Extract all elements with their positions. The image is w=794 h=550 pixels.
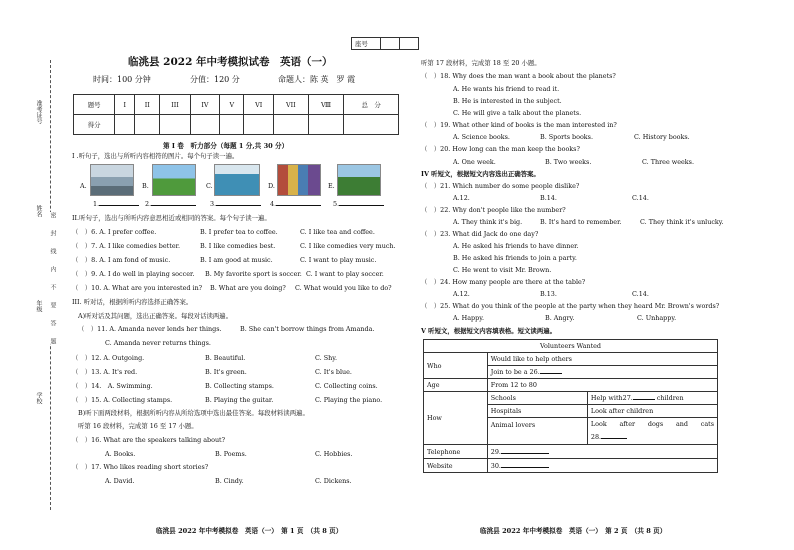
question-item: （ ）7. A. I like comedies better. xyxy=(72,242,180,250)
option-c: C. Amanda never returns things. xyxy=(105,339,211,347)
option-a: A. He asked his friends to have dinner. xyxy=(453,242,579,250)
option-b: B. Collecting stamps. xyxy=(205,382,274,390)
option-b: B. I am good at music. xyxy=(200,256,273,264)
page2-footer: 临洮县 2022 年中考模拟卷 英语（一） 第 2 页 （共 8 页） xyxy=(480,527,667,535)
who-value-1: Would like to help others xyxy=(487,353,717,366)
option-a: A.12. xyxy=(453,290,470,298)
section3a-title: A)听对话及其问题，选出正确答案。每段对话读两遍。 xyxy=(78,312,233,320)
option-b: B. My favorite sport is soccer. xyxy=(205,270,302,278)
question-item: （ ）6. A. I prefer coffee. xyxy=(72,228,157,236)
option-c: C. What would you like to do? xyxy=(295,284,392,292)
question-17: （ ）17. Who likes reading short stories? xyxy=(72,463,209,471)
option-b: B. What are you doing? xyxy=(210,284,286,292)
option-c: C. Shy. xyxy=(315,354,338,362)
option-c: C. Dickens. xyxy=(315,477,352,485)
score-cell[interactable] xyxy=(190,115,220,135)
question-18: （ ）18. Why does the man want a book about the planets? xyxy=(421,72,616,80)
question-19: （ ）19. What other kind of books is the man interested in? xyxy=(421,121,617,129)
option-c: C.14. xyxy=(632,194,649,202)
option-b: B. I prefer tea to coffee. xyxy=(200,228,278,236)
section1-title: I .听句子，选出与所听内容相符的图片。每个句子读一遍。 xyxy=(72,152,239,160)
score-table-header: 总 分 xyxy=(344,95,399,115)
question-23: （ ）23. What did Jack do one day? xyxy=(421,230,539,238)
time-info: 时间：100 分钟 xyxy=(93,75,151,84)
pic-label: E. xyxy=(328,182,335,190)
question-11: （ ）11. A. Amanda never lends her things. xyxy=(78,325,222,333)
option-b: B.14. xyxy=(540,194,557,202)
option-b: B. She can't borrow things from Amanda. xyxy=(240,325,375,333)
score-table-header: IV xyxy=(190,95,220,115)
option-b: B. I like comedies best. xyxy=(200,242,276,250)
score-table xyxy=(73,94,399,135)
score-cell[interactable] xyxy=(115,115,135,135)
question-20: （ ）20. How long can the man keep the books? xyxy=(421,145,580,153)
picture-a-image xyxy=(90,164,134,196)
name-label: 姓名 xyxy=(35,205,42,217)
question-item: （ ）10. A. What are you interested in? xyxy=(72,284,203,292)
how-animal-lovers: Animal lovers xyxy=(487,418,587,445)
score-row-label: 得分 xyxy=(74,115,115,135)
page2-intro: 听第 17 段材料，完成第 18 至 20 小题。 xyxy=(421,59,541,67)
option-c: C.14. xyxy=(632,290,649,298)
question-item: （ ）15. A. Collecting stamps. xyxy=(72,396,173,404)
row-label-who: Who xyxy=(424,353,488,379)
row-label-how: How xyxy=(424,392,488,445)
option-c: C. Playing the piano. xyxy=(315,396,383,404)
blank-30[interactable]: 30. xyxy=(487,459,717,473)
score-cell[interactable] xyxy=(135,115,160,135)
animal-lovers-value: Look after dogs and cats 28. xyxy=(587,418,717,445)
score-cell[interactable] xyxy=(273,115,308,135)
score-cell[interactable] xyxy=(344,115,399,135)
answer-blank[interactable]: 3. xyxy=(210,201,261,207)
question-25: （ ）25. What do you think of the people at the party when they heard Mr. Brown's words? xyxy=(421,302,720,310)
option-a: A.12. xyxy=(453,194,470,202)
picture-b-image xyxy=(152,164,196,196)
class-label: 年级 xyxy=(35,300,42,312)
score-table-header: V xyxy=(220,95,244,115)
how-schools: Schools xyxy=(487,392,587,405)
option-c: C. I like comedies very much. xyxy=(300,242,396,250)
option-c: C. They think it's unlucky. xyxy=(640,218,724,226)
option-c: C. I like tea and coffee. xyxy=(300,228,375,236)
option-c: C. Collecting coins. xyxy=(315,382,378,390)
question-16: （ ）16. What are the speakers talking about? xyxy=(72,436,226,444)
seal-line-text: 密 封 线 内 不 要 答 题 xyxy=(49,212,56,344)
how-hospitals: Hospitals xyxy=(487,405,587,418)
score-cell[interactable] xyxy=(308,115,344,135)
option-c: C. I want to play music. xyxy=(300,256,377,264)
hospitals-value: Look after children xyxy=(587,405,717,418)
option-a: A. David. xyxy=(105,477,135,485)
option-c: C. It's blue. xyxy=(315,368,352,376)
question-item: （ ）14. A. Swimming. xyxy=(72,382,153,390)
pic-label: D. xyxy=(268,182,275,190)
option-c: C. He will give a talk about the planets. xyxy=(453,109,582,117)
part1-title: 第 Ⅰ 卷 听力部分（每题 1 分,共 30 分） xyxy=(163,142,289,150)
table-heading: Volunteers Wanted xyxy=(424,340,718,353)
picture-e-image xyxy=(337,164,381,196)
option-a: A. Happy. xyxy=(453,314,485,322)
option-c: C. Three weeks. xyxy=(642,158,694,166)
option-a: A. He wants his friend to read it. xyxy=(453,85,560,93)
pic-label: C. xyxy=(206,182,213,190)
option-c: C. History books. xyxy=(634,133,690,141)
row-label-website: Website xyxy=(424,459,488,473)
seat-number-box xyxy=(351,37,419,50)
option-b: B. He is interested in the subject. xyxy=(453,97,562,105)
option-b: B.13. xyxy=(540,290,557,298)
blank-29[interactable]: 29. xyxy=(487,445,717,459)
option-c: C. Hobbies. xyxy=(315,450,353,458)
score-table-header: II xyxy=(135,95,160,115)
pic-label: B. xyxy=(142,182,149,190)
exam-number-label: 准考证号 xyxy=(35,100,42,124)
score-table-header: VI xyxy=(244,95,274,115)
option-b: B. It's hard to remember. xyxy=(540,218,622,226)
option-c: C. He went to visit Mr. Brown. xyxy=(453,266,552,274)
author-info: 命题人：陈 英 罗 霞 xyxy=(278,75,356,84)
question-22: （ ）22. Why don't people like the number? xyxy=(421,206,566,214)
blank-26[interactable]: Join to be a 26. xyxy=(487,366,717,379)
age-value: From 12 to 80 xyxy=(487,379,717,392)
option-b: B. Poems. xyxy=(215,450,247,458)
score-table-header: VII xyxy=(273,95,308,115)
question-item: （ ）12. A. Outgoing. xyxy=(72,354,145,362)
option-a: A. One week. xyxy=(453,158,496,166)
option-b: B. Angry. xyxy=(545,314,575,322)
option-a: A. Books. xyxy=(105,450,136,458)
seat-label: 座号 xyxy=(352,38,381,50)
score-table-header: III xyxy=(160,95,190,115)
option-c: C. Unhappy. xyxy=(637,314,677,322)
answer-blank[interactable]: 1. xyxy=(93,201,139,207)
score-cell[interactable] xyxy=(244,115,274,135)
page1-title: 临洮县 2022 年中考模拟试卷 英语（一） xyxy=(128,56,333,68)
school-label: 学校 xyxy=(35,392,42,404)
option-b: B. Beautiful. xyxy=(205,354,246,362)
option-b: B. It's green. xyxy=(205,368,247,376)
answer-blank[interactable]: 4. xyxy=(270,201,321,207)
blank-28[interactable]: 28. xyxy=(591,431,714,444)
page1-footer: 临洮县 2022 年中考模拟卷 英语（一） 第 1 页 （共 8 页） xyxy=(156,527,343,535)
question-24: （ ）24. How many people are there at the table? xyxy=(421,278,586,286)
question-item: （ ）8. A. I am fond of music. xyxy=(72,256,171,264)
picture-c-image xyxy=(214,164,260,196)
row-label-telephone: Telephone xyxy=(424,445,488,459)
option-b: B. Playing the guitar. xyxy=(205,396,274,404)
score-table-header: I xyxy=(115,95,135,115)
score-table-header: Ⅷ xyxy=(308,95,344,115)
option-b: B. Sports books. xyxy=(540,133,593,141)
option-b: B. Two weeks. xyxy=(545,158,592,166)
section4-title: IV 听短文，根据短文内容选出正确答案。 xyxy=(421,170,540,178)
section5-title: V 听短文，根据短文内容填表格。短文读两遍。 xyxy=(421,327,556,335)
section3b-title: B)听下面两段材料，根据所听内容从所给选项中选出最佳答案。每段材料读两遍。 xyxy=(78,409,309,417)
pic-label: A. xyxy=(80,182,87,190)
score-cell[interactable] xyxy=(160,115,190,135)
score-cell[interactable] xyxy=(220,115,244,135)
answer-blank[interactable]: 2. xyxy=(145,201,196,207)
section3-title: III. 听对话，根据所听内容选择正确答案。 xyxy=(72,298,193,306)
question-item: （ ）13. A. It's red. xyxy=(72,368,138,376)
option-a: A. Science books. xyxy=(453,133,510,141)
option-a: A. They think it's big. xyxy=(453,218,523,226)
answer-blank[interactable]: 5. xyxy=(333,201,384,207)
option-b: B. Cindy. xyxy=(215,477,244,485)
score-table-header: 题号 xyxy=(74,95,115,115)
blank-27[interactable]: Help with27. children xyxy=(587,392,717,405)
section2-title: II.听句子，选出与所听内容意思相近或相同的答案。每个句子读一遍。 xyxy=(72,214,271,222)
volunteers-table xyxy=(423,339,718,473)
question-item: （ ）9. A. I do well in playing soccer. xyxy=(72,270,195,278)
picture-d-image xyxy=(277,164,321,196)
option-b: B. He asked his friends to join a party. xyxy=(453,254,577,262)
question-21: （ ）21. Which number do some people dislike? xyxy=(421,182,580,190)
row-label-age: Age xyxy=(424,379,488,392)
option-c: C. I want to play soccer. xyxy=(306,270,384,278)
section3b-note: 听第 16 段材料，完成第 16 至 17 小题。 xyxy=(78,422,198,430)
score-info: 分值：120 分 xyxy=(190,75,240,84)
